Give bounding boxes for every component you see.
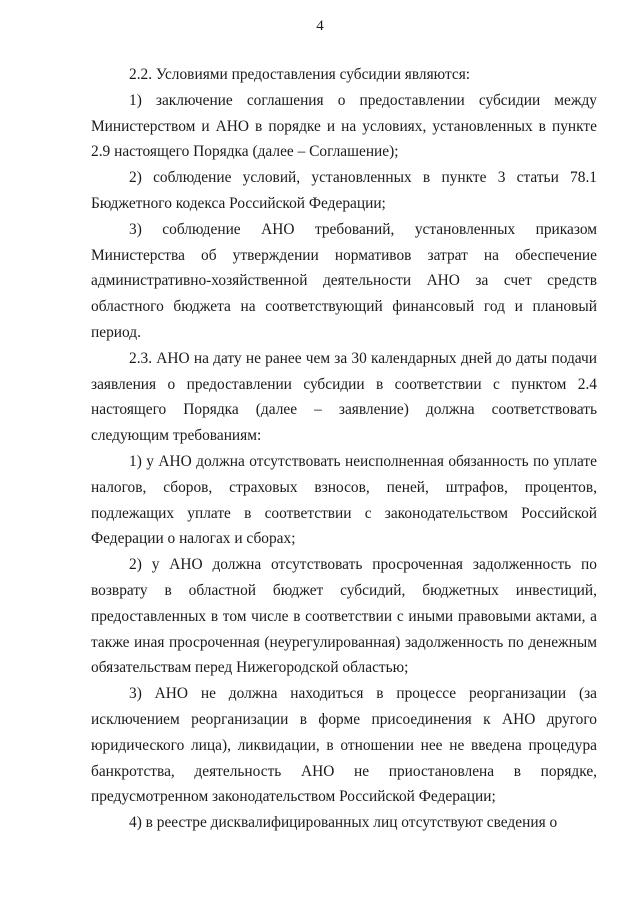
paragraph-2-2: 2.2. Условиями предоставления субсидии являются: — [129, 66, 471, 83]
page-number: 4 — [316, 18, 324, 34]
document-body — [91, 62, 597, 836]
paragraph-2-2-item-2: 2) соблюдение условий, установленных в пункте 3 статьи 78.1 Бюджетного кодекса Российской Федерации; — [91, 169, 597, 212]
paragraph-2-3-item-2: 2) у АНО должна отсутствовать просроченная задолженность по возврату в областной бюджет субсидий, бюджетных инвестиций, предоставленных в том числе в соответствии с иными правовыми актами, а также иная просроченная (неурегулированная) задолженность по денежным обязательствам перед Нижегородской областью; — [91, 556, 597, 677]
paragraph-2-2-item-3: 3) соблюдение АНО требований, установленных приказом Министерства об утверждении нормативов затрат на обеспечение административно-хозяйственной деятельности АНО за счет средств областного бюджета на соответствующий финансовый год и плановый период. — [91, 220, 597, 341]
paragraph-2-3-item-3: 3) АНО не должна находиться в процессе реорганизации (за исключением реорганизации в форме присоединения к АНО другого юридического лица), ликвидации, в отношении нее не введена процедура банкротства, деятельность АНО не приостановлена в порядке, предусмотренном законодательством Российской Федерации; — [91, 685, 597, 806]
paragraph-2-2-item-1: 1) заключение соглашения о предоставлении субсидии между Министерством и АНО в порядке и на условиях, установленных в пункте 2.9 настоящего Порядка (далее – Соглашение); — [91, 91, 597, 161]
paragraph-2-3-item-1: 1) у АНО должна отсутствовать неисполненная обязанность по уплате налогов, сборов, страховых взносов, пеней, штрафов, процентов, подлежащих уплате в соответствии с законодательством Российской Федерации о налогах и сборах; — [91, 452, 597, 548]
paragraph-2-3: 2.3. АНО на дату не ранее чем за 30 календарных дней до даты подачи заявления о предоставлении субсидии в соответствии с пунктом 2.4 настоящего Порядка (далее – заявление) должна соответствовать следующим требованиям: — [91, 349, 597, 445]
paragraph-2-3-item-4: 4) в реестре дисквалифицированных лиц отсутствуют сведения о — [129, 814, 558, 832]
